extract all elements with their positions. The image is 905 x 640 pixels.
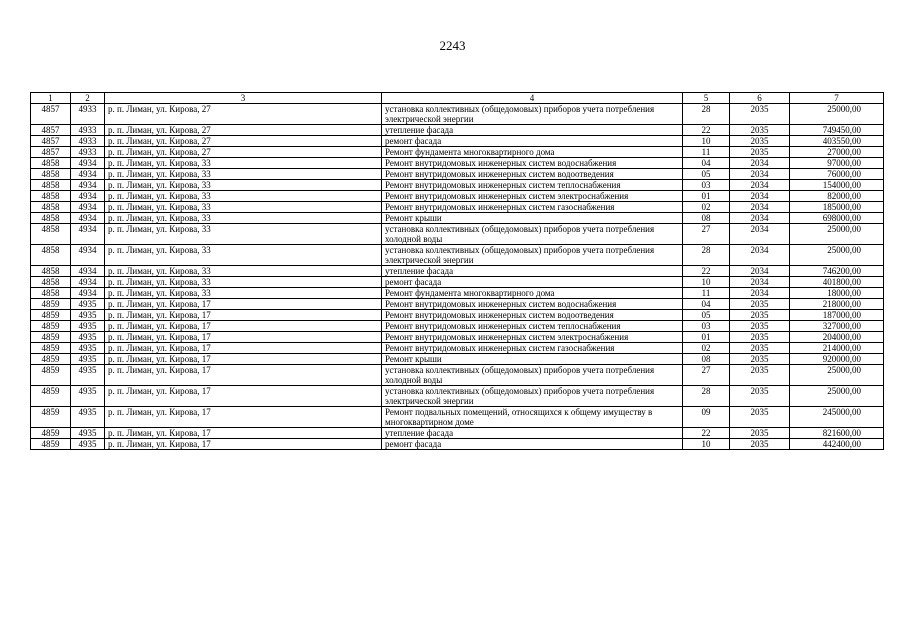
table-row xyxy=(31,158,884,169)
cost-cell: 76000,00 xyxy=(790,169,884,180)
column-header: 3 xyxy=(105,93,382,104)
work-type-cell: установка коллективных (общедомовых) приборов учета потребления электрической энергии xyxy=(382,245,683,266)
row-number-cell: 4858 xyxy=(31,213,71,224)
table-row xyxy=(31,310,884,321)
year-cell: 2034 xyxy=(730,288,790,299)
address-cell: р. п. Лиман, ул. Кирова, 27 xyxy=(105,147,382,158)
work-code-cell: 05 xyxy=(683,169,730,180)
work-code-cell: 11 xyxy=(683,147,730,158)
work-code-cell: 04 xyxy=(683,299,730,310)
table-row xyxy=(31,245,884,266)
house-id-cell: 4935 xyxy=(71,332,105,343)
house-id-cell: 4935 xyxy=(71,321,105,332)
row-number-cell: 4857 xyxy=(31,104,71,125)
cost-cell: 749450,00 xyxy=(790,125,884,136)
table-row xyxy=(31,439,884,450)
row-number-cell: 4858 xyxy=(31,202,71,213)
work-type-cell: утепление фасада xyxy=(382,428,683,439)
year-cell: 2035 xyxy=(730,299,790,310)
work-code-cell: 28 xyxy=(683,104,730,125)
address-cell: р. п. Лиман, ул. Кирова, 33 xyxy=(105,224,382,245)
column-header: 6 xyxy=(730,93,790,104)
table-row xyxy=(31,169,884,180)
year-cell: 2035 xyxy=(730,365,790,386)
year-cell: 2034 xyxy=(730,158,790,169)
work-type-cell: Ремонт крыши xyxy=(382,213,683,224)
row-number-cell: 4859 xyxy=(31,365,71,386)
house-id-cell: 4934 xyxy=(71,180,105,191)
year-cell: 2035 xyxy=(730,310,790,321)
cost-cell: 204000,00 xyxy=(790,332,884,343)
work-code-cell: 09 xyxy=(683,407,730,428)
cost-cell: 821600,00 xyxy=(790,428,884,439)
address-cell: р. п. Лиман, ул. Кирова, 27 xyxy=(105,136,382,147)
work-code-cell: 10 xyxy=(683,277,730,288)
address-cell: р. п. Лиман, ул. Кирова, 17 xyxy=(105,310,382,321)
work-code-cell: 10 xyxy=(683,439,730,450)
year-cell: 2034 xyxy=(730,180,790,191)
year-cell: 2035 xyxy=(730,104,790,125)
row-number-cell: 4859 xyxy=(31,439,71,450)
row-number-cell: 4859 xyxy=(31,343,71,354)
work-type-cell: утепление фасада xyxy=(382,266,683,277)
house-id-cell: 4934 xyxy=(71,213,105,224)
address-cell: р. п. Лиман, ул. Кирова, 33 xyxy=(105,266,382,277)
work-code-cell: 03 xyxy=(683,180,730,191)
house-id-cell: 4934 xyxy=(71,245,105,266)
work-code-cell: 04 xyxy=(683,158,730,169)
work-code-cell: 22 xyxy=(683,125,730,136)
table-row xyxy=(31,202,884,213)
row-number-cell: 4858 xyxy=(31,180,71,191)
address-cell: р. п. Лиман, ул. Кирова, 17 xyxy=(105,386,382,407)
row-number-cell: 4858 xyxy=(31,158,71,169)
house-id-cell: 4935 xyxy=(71,386,105,407)
table-row xyxy=(31,125,884,136)
address-cell: р. п. Лиман, ул. Кирова, 33 xyxy=(105,158,382,169)
work-type-cell: Ремонт внутридомовых инженерных систем газоснабжения xyxy=(382,343,683,354)
cost-cell: 245000,00 xyxy=(790,407,884,428)
work-code-cell: 01 xyxy=(683,332,730,343)
row-number-cell: 4857 xyxy=(31,136,71,147)
cost-cell: 185000,00 xyxy=(790,202,884,213)
work-code-cell: 08 xyxy=(683,213,730,224)
address-cell: р. п. Лиман, ул. Кирова, 27 xyxy=(105,125,382,136)
cost-cell: 746200,00 xyxy=(790,266,884,277)
column-header: 1 xyxy=(31,93,71,104)
row-number-cell: 4858 xyxy=(31,224,71,245)
table-row xyxy=(31,354,884,365)
work-type-cell: Ремонт крыши xyxy=(382,354,683,365)
table-row xyxy=(31,332,884,343)
year-cell: 2034 xyxy=(730,224,790,245)
work-type-cell: Ремонт внутридомовых инженерных систем водоотведения xyxy=(382,169,683,180)
table-row xyxy=(31,365,884,386)
work-type-cell: Ремонт внутридомовых инженерных систем газоснабжения xyxy=(382,202,683,213)
data-table xyxy=(30,92,884,450)
table-row xyxy=(31,191,884,202)
year-cell: 2035 xyxy=(730,407,790,428)
work-type-cell: Ремонт внутридомовых инженерных систем теплоснабжения xyxy=(382,180,683,191)
address-cell: р. п. Лиман, ул. Кирова, 17 xyxy=(105,321,382,332)
year-cell: 2034 xyxy=(730,202,790,213)
work-code-cell: 01 xyxy=(683,191,730,202)
work-code-cell: 27 xyxy=(683,365,730,386)
house-id-cell: 4933 xyxy=(71,136,105,147)
house-id-cell: 4935 xyxy=(71,310,105,321)
cost-cell: 18000,00 xyxy=(790,288,884,299)
work-type-cell: ремонт фасада xyxy=(382,136,683,147)
house-id-cell: 4933 xyxy=(71,125,105,136)
work-code-cell: 22 xyxy=(683,428,730,439)
house-id-cell: 4934 xyxy=(71,288,105,299)
work-code-cell: 05 xyxy=(683,310,730,321)
cost-cell: 25000,00 xyxy=(790,245,884,266)
table-row xyxy=(31,180,884,191)
row-number-cell: 4858 xyxy=(31,245,71,266)
year-cell: 2035 xyxy=(730,428,790,439)
work-code-cell: 27 xyxy=(683,224,730,245)
row-number-cell: 4858 xyxy=(31,191,71,202)
row-number-cell: 4858 xyxy=(31,266,71,277)
work-code-cell: 28 xyxy=(683,245,730,266)
cost-cell: 25000,00 xyxy=(790,224,884,245)
year-cell: 2034 xyxy=(730,213,790,224)
year-cell: 2035 xyxy=(730,125,790,136)
work-type-cell: Ремонт внутридомовых инженерных систем электроснабжения xyxy=(382,191,683,202)
work-type-cell: Ремонт внутридомовых инженерных систем водоснабжения xyxy=(382,299,683,310)
cost-cell: 698000,00 xyxy=(790,213,884,224)
address-cell: р. п. Лиман, ул. Кирова, 33 xyxy=(105,213,382,224)
house-id-cell: 4935 xyxy=(71,365,105,386)
work-type-cell: установка коллективных (общедомовых) приборов учета потребления электрической энергии xyxy=(382,386,683,407)
cost-cell: 920000,00 xyxy=(790,354,884,365)
cost-cell: 82000,00 xyxy=(790,191,884,202)
row-number-cell: 4857 xyxy=(31,147,71,158)
year-cell: 2034 xyxy=(730,169,790,180)
work-type-cell: ремонт фасада xyxy=(382,439,683,450)
year-cell: 2035 xyxy=(730,386,790,407)
house-id-cell: 4934 xyxy=(71,169,105,180)
table-row xyxy=(31,343,884,354)
table-row xyxy=(31,224,884,245)
cost-cell: 218000,00 xyxy=(790,299,884,310)
cost-cell: 401800,00 xyxy=(790,277,884,288)
table-row xyxy=(31,147,884,158)
house-id-cell: 4935 xyxy=(71,439,105,450)
table-row xyxy=(31,386,884,407)
house-id-cell: 4935 xyxy=(71,407,105,428)
house-id-cell: 4934 xyxy=(71,224,105,245)
table-row xyxy=(31,407,884,428)
year-cell: 2035 xyxy=(730,439,790,450)
work-type-cell: утепление фасада xyxy=(382,125,683,136)
work-type-cell: ремонт фасада xyxy=(382,277,683,288)
table-row xyxy=(31,213,884,224)
work-type-cell: Ремонт подвальных помещений, относящихся к общему имуществу в многоквартирном доме xyxy=(382,407,683,428)
address-cell: р. п. Лиман, ул. Кирова, 33 xyxy=(105,191,382,202)
address-cell: р. п. Лиман, ул. Кирова, 33 xyxy=(105,180,382,191)
address-cell: р. п. Лиман, ул. Кирова, 33 xyxy=(105,169,382,180)
year-cell: 2034 xyxy=(730,245,790,266)
row-number-cell: 4859 xyxy=(31,310,71,321)
work-type-cell: Ремонт внутридомовых инженерных систем теплоснабжения xyxy=(382,321,683,332)
work-code-cell: 10 xyxy=(683,136,730,147)
address-cell: р. п. Лиман, ул. Кирова, 17 xyxy=(105,343,382,354)
row-number-cell: 4859 xyxy=(31,386,71,407)
year-cell: 2034 xyxy=(730,266,790,277)
cost-cell: 187000,00 xyxy=(790,310,884,321)
work-type-cell: Ремонт внутридомовых инженерных систем электроснабжения xyxy=(382,332,683,343)
address-cell: р. п. Лиман, ул. Кирова, 17 xyxy=(105,439,382,450)
house-id-cell: 4933 xyxy=(71,104,105,125)
address-cell: р. п. Лиман, ул. Кирова, 33 xyxy=(105,277,382,288)
house-id-cell: 4935 xyxy=(71,354,105,365)
year-cell: 2034 xyxy=(730,191,790,202)
work-code-cell: 02 xyxy=(683,202,730,213)
house-id-cell: 4934 xyxy=(71,191,105,202)
cost-cell: 442400,00 xyxy=(790,439,884,450)
table-row xyxy=(31,136,884,147)
work-type-cell: Ремонт фундамента многоквартирного дома xyxy=(382,147,683,158)
year-cell: 2034 xyxy=(730,277,790,288)
table-row xyxy=(31,321,884,332)
row-number-cell: 4859 xyxy=(31,321,71,332)
cost-cell: 214000,00 xyxy=(790,343,884,354)
row-number-cell: 4859 xyxy=(31,332,71,343)
row-number-cell: 4859 xyxy=(31,407,71,428)
address-cell: р. п. Лиман, ул. Кирова, 17 xyxy=(105,428,382,439)
work-type-cell: Ремонт внутридомовых инженерных систем водоснабжения xyxy=(382,158,683,169)
work-type-cell: установка коллективных (общедомовых) приборов учета потребления холодной воды xyxy=(382,224,683,245)
year-cell: 2035 xyxy=(730,332,790,343)
house-id-cell: 4935 xyxy=(71,299,105,310)
row-number-cell: 4858 xyxy=(31,169,71,180)
work-code-cell: 02 xyxy=(683,343,730,354)
cost-cell: 27000,00 xyxy=(790,147,884,158)
cost-cell: 97000,00 xyxy=(790,158,884,169)
cost-cell: 25000,00 xyxy=(790,104,884,125)
column-header: 7 xyxy=(790,93,884,104)
address-cell: р. п. Лиман, ул. Кирова, 17 xyxy=(105,365,382,386)
table-row xyxy=(31,277,884,288)
page-number: 2243 xyxy=(439,38,466,53)
row-number-cell: 4859 xyxy=(31,428,71,439)
house-id-cell: 4934 xyxy=(71,158,105,169)
work-type-cell: Ремонт фундамента многоквартирного дома xyxy=(382,288,683,299)
table-row xyxy=(31,266,884,277)
house-id-cell: 4934 xyxy=(71,202,105,213)
work-type-cell: установка коллективных (общедомовых) приборов учета потребления холодной воды xyxy=(382,365,683,386)
column-header: 5 xyxy=(683,93,730,104)
table-header-row xyxy=(31,93,884,104)
work-type-cell: Ремонт внутридомовых инженерных систем водоотведения xyxy=(382,310,683,321)
row-number-cell: 4859 xyxy=(31,354,71,365)
table-row xyxy=(31,299,884,310)
house-id-cell: 4935 xyxy=(71,428,105,439)
cost-cell: 403550,00 xyxy=(790,136,884,147)
table-row xyxy=(31,428,884,439)
work-code-cell: 08 xyxy=(683,354,730,365)
house-id-cell: 4934 xyxy=(71,266,105,277)
cost-cell: 25000,00 xyxy=(790,365,884,386)
year-cell: 2035 xyxy=(730,354,790,365)
address-cell: р. п. Лиман, ул. Кирова, 33 xyxy=(105,202,382,213)
column-header: 2 xyxy=(71,93,105,104)
house-id-cell: 4935 xyxy=(71,343,105,354)
table-row xyxy=(31,288,884,299)
column-header: 4 xyxy=(382,93,683,104)
address-cell: р. п. Лиман, ул. Кирова, 33 xyxy=(105,245,382,266)
address-cell: р. п. Лиман, ул. Кирова, 17 xyxy=(105,407,382,428)
year-cell: 2035 xyxy=(730,343,790,354)
cost-cell: 154000,00 xyxy=(790,180,884,191)
address-cell: р. п. Лиман, ул. Кирова, 17 xyxy=(105,299,382,310)
year-cell: 2035 xyxy=(730,321,790,332)
row-number-cell: 4857 xyxy=(31,125,71,136)
address-cell: р. п. Лиман, ул. Кирова, 17 xyxy=(105,354,382,365)
work-code-cell: 22 xyxy=(683,266,730,277)
house-id-cell: 4933 xyxy=(71,147,105,158)
address-cell: р. п. Лиман, ул. Кирова, 17 xyxy=(105,332,382,343)
work-code-cell: 11 xyxy=(683,288,730,299)
address-cell: р. п. Лиман, ул. Кирова, 33 xyxy=(105,288,382,299)
cost-cell: 25000,00 xyxy=(790,386,884,407)
row-number-cell: 4858 xyxy=(31,277,71,288)
table-row xyxy=(31,104,884,125)
year-cell: 2035 xyxy=(730,147,790,158)
cost-cell: 327000,00 xyxy=(790,321,884,332)
work-code-cell: 03 xyxy=(683,321,730,332)
year-cell: 2035 xyxy=(730,136,790,147)
row-number-cell: 4858 xyxy=(31,288,71,299)
address-cell: р. п. Лиман, ул. Кирова, 27 xyxy=(105,104,382,125)
work-code-cell: 28 xyxy=(683,386,730,407)
row-number-cell: 4859 xyxy=(31,299,71,310)
work-type-cell: установка коллективных (общедомовых) приборов учета потребления электрической энергии xyxy=(382,104,683,125)
house-id-cell: 4934 xyxy=(71,277,105,288)
